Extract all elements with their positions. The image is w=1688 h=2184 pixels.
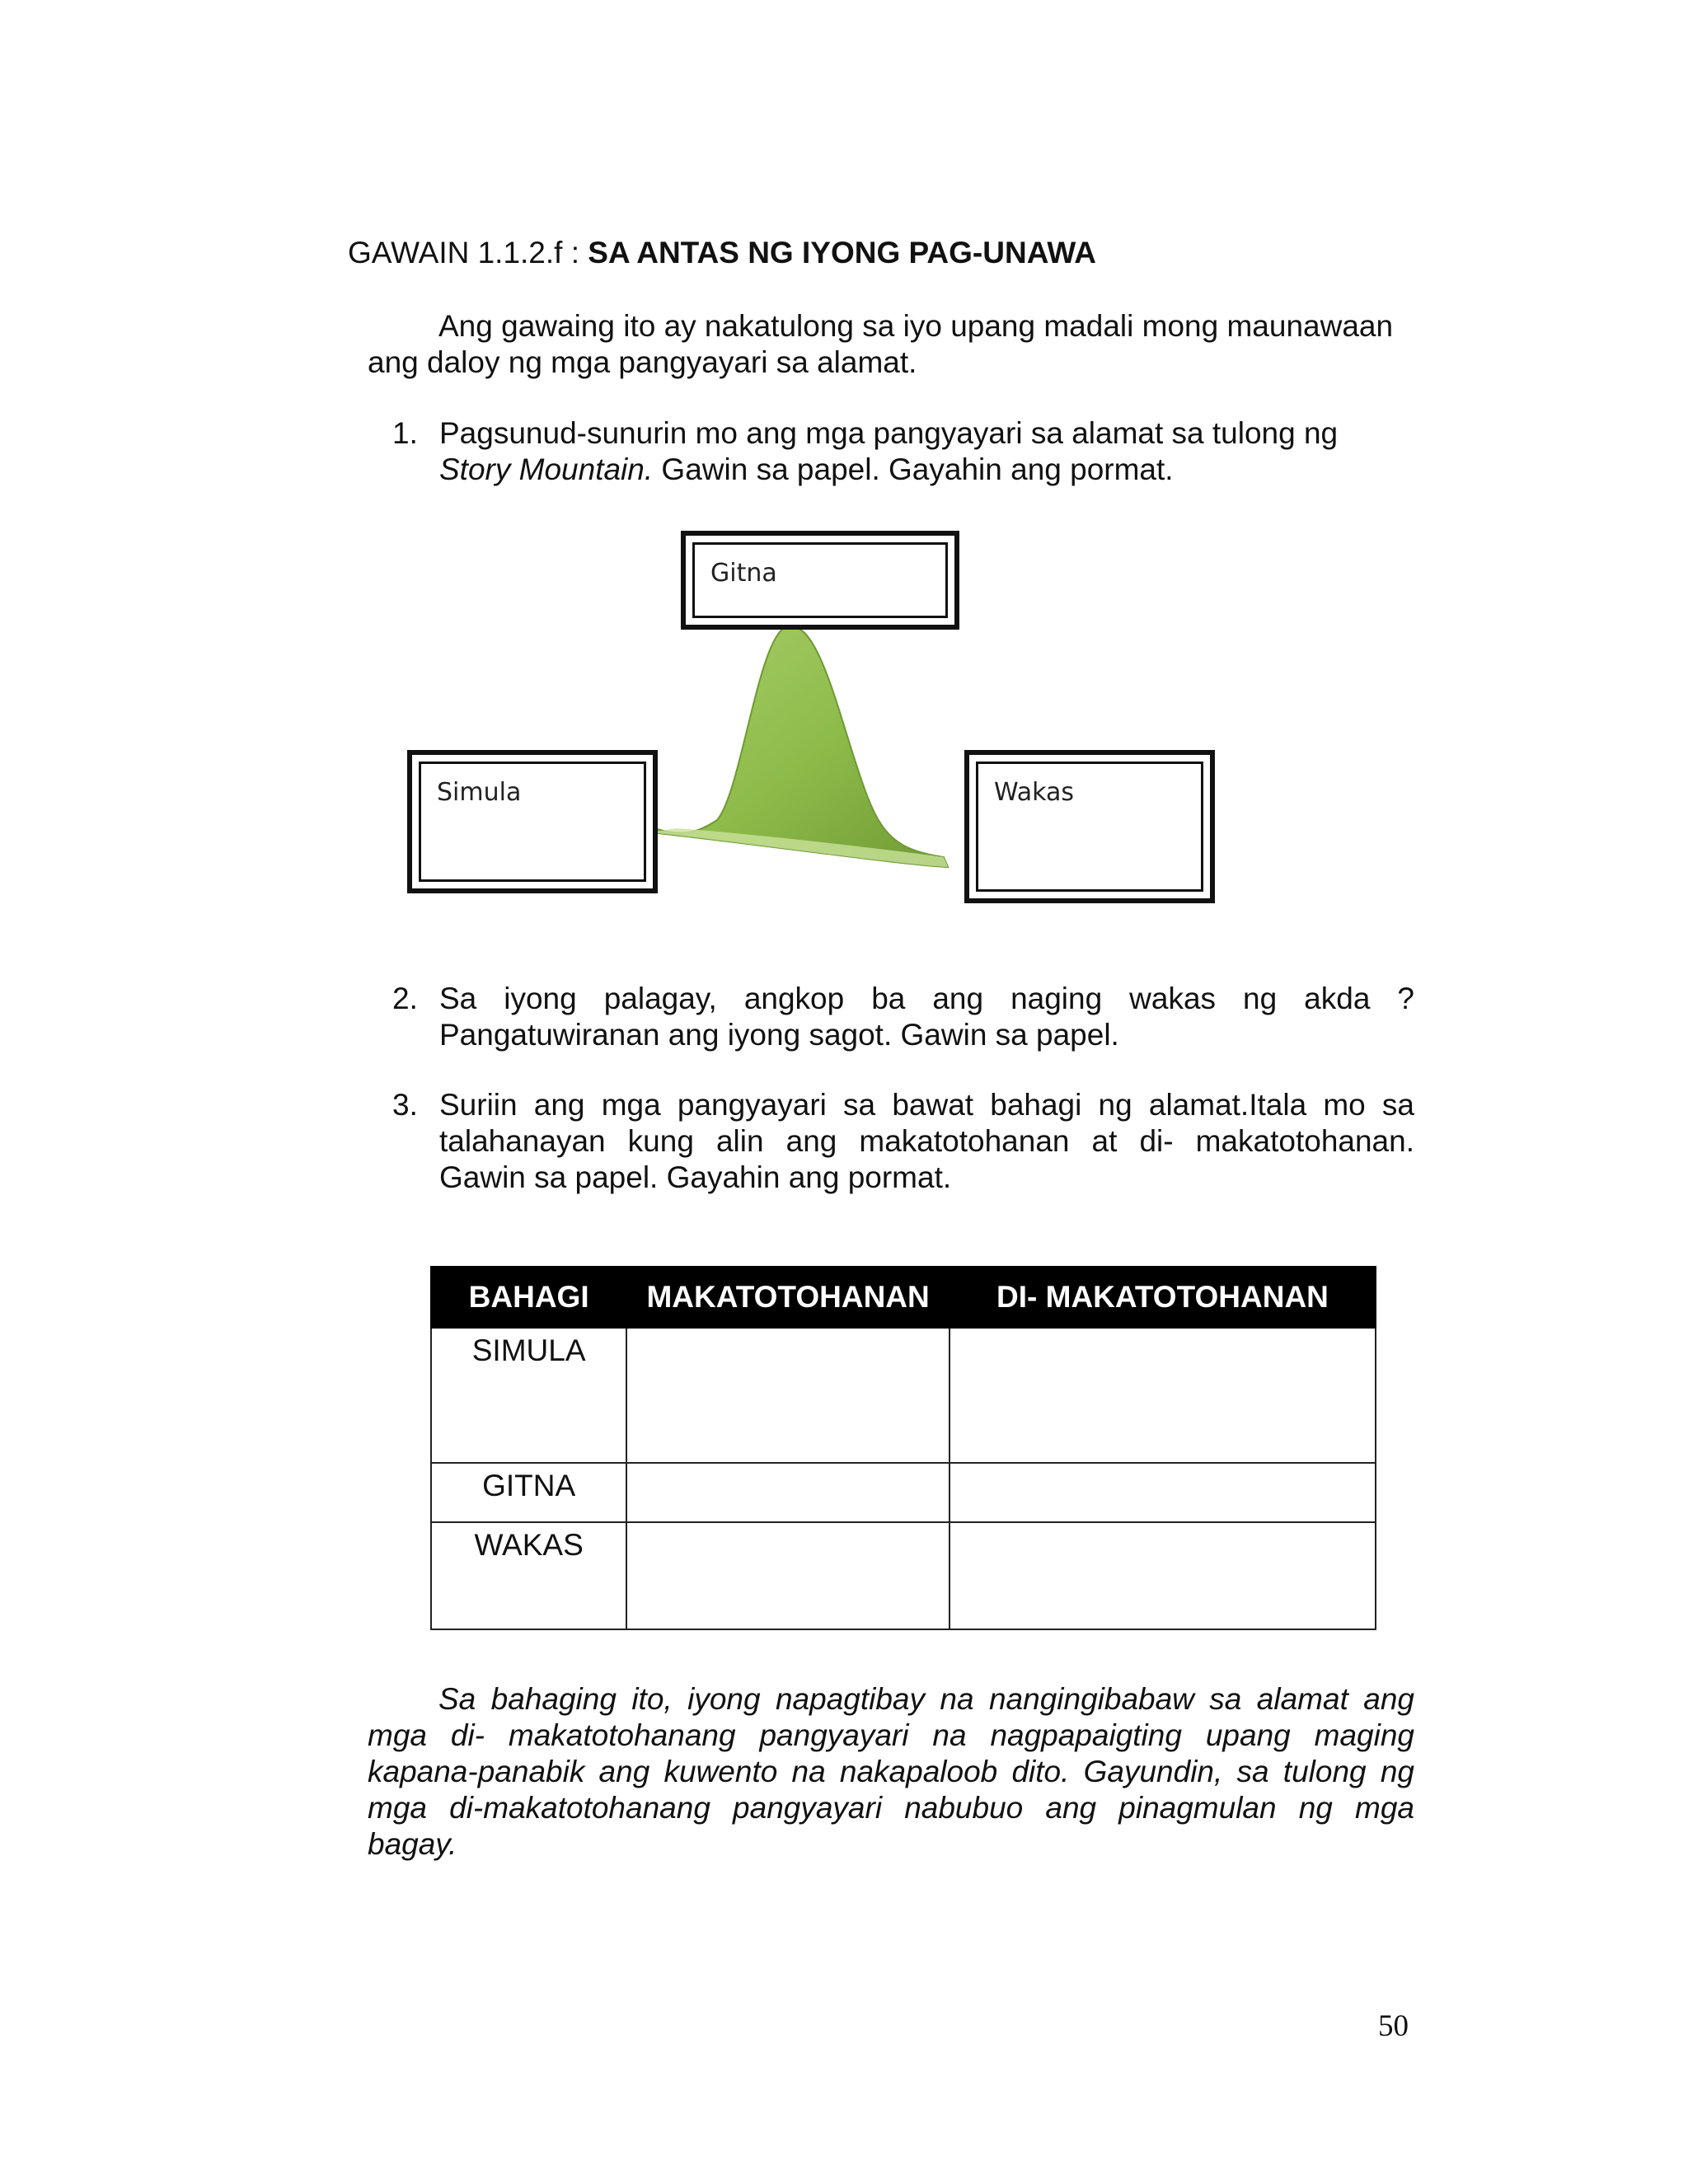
item-1-line-2: Gawin sa papel. Gayahin ang pormat. — [653, 452, 1174, 486]
box-simula — [407, 750, 658, 893]
analysis-table — [430, 1266, 1376, 1630]
box-wakas-label: Wakas — [994, 778, 1074, 807]
item-number: 1. — [392, 416, 418, 450]
page-number: 50 — [1378, 2009, 1409, 2043]
closing-line-4: mga di-makatotohanang pangyayari nabubuo ang pinagmulan ng mga — [368, 1791, 1414, 1825]
item-3-line-2: talahanayan kung alin ang makatotohanan at di- makatotohanan. — [439, 1124, 1414, 1158]
closing-paragraph — [368, 1681, 1414, 1863]
box-gitna-label: Gitna — [710, 559, 777, 588]
box-wakas — [964, 750, 1215, 903]
table-row — [431, 1463, 1376, 1522]
item-number: 2. — [392, 982, 418, 1015]
header-bahagi: BAHAGI — [431, 1267, 626, 1328]
item-2-line-1: Sa iyong palagay, angkop ba ang naging wakas ng akda ? — [439, 982, 1414, 1015]
cell-blank — [950, 1463, 1376, 1522]
closing-line-3: kapana-panabik ang kuwento na nakapaloob dito. Gayundin, sa tulong ng — [368, 1755, 1414, 1788]
story-mountain-graphic — [643, 610, 989, 882]
intro-line-2: ang daloy ng mga pangyayari sa alamat. — [368, 345, 917, 379]
item-1-italic: Story Mountain. — [439, 452, 654, 486]
closing-line-1: Sa bahaging ito, iyong napagtibay na nangingibabaw sa alamat ang — [438, 1682, 1414, 1716]
activity-code: GAWAIN 1.1.2.f : — [348, 236, 580, 269]
table-row — [431, 1328, 1376, 1463]
box-simula-label: Simula — [437, 778, 522, 807]
row-label-gitna: GITNA — [431, 1463, 626, 1522]
header-di-makatotohanan: DI- MAKATOTOHANAN — [950, 1267, 1376, 1328]
cell-blank — [950, 1522, 1376, 1629]
intro-paragraph — [368, 308, 1414, 381]
closing-line-2: mga di- makatotohanang pangyayari na nagpapaigting upang maging — [368, 1718, 1414, 1752]
table-row — [431, 1522, 1376, 1629]
item-2-line-2: Pangatuwiranan ang iyong sagot. Gawin sa papel. — [439, 1018, 1119, 1052]
cell-blank — [626, 1463, 950, 1522]
row-label-simula: SIMULA — [431, 1328, 626, 1463]
box-gitna — [681, 531, 959, 630]
activity-title: SA ANTAS NG IYONG PAG-UNAWA — [588, 236, 1096, 269]
activity-heading — [348, 236, 1096, 270]
intro-line-1: Ang gawaing ito ay nakatulong sa iyo upang madali mong maunawaan — [438, 309, 1394, 343]
cell-blank — [950, 1328, 1376, 1463]
item-3-line-1: Suriin ang mga pangyayari sa bawat bahagi ng alamat.Itala mo sa — [439, 1088, 1414, 1122]
item-3-line-3: Gawin sa papel. Gayahin ang pormat. — [439, 1160, 952, 1194]
header-makatotohanan: MAKATOTOHANAN — [626, 1267, 950, 1328]
item-number: 3. — [392, 1088, 418, 1122]
item-1-line-1: Pagsunud-sunurin mo ang mga pangyayari sa alamat sa tulong ng — [439, 416, 1339, 450]
cell-blank — [626, 1328, 950, 1463]
table-header-row — [431, 1267, 1376, 1328]
row-label-wakas: WAKAS — [431, 1522, 626, 1629]
closing-line-5: bagay. — [368, 1827, 457, 1861]
cell-blank — [626, 1522, 950, 1629]
